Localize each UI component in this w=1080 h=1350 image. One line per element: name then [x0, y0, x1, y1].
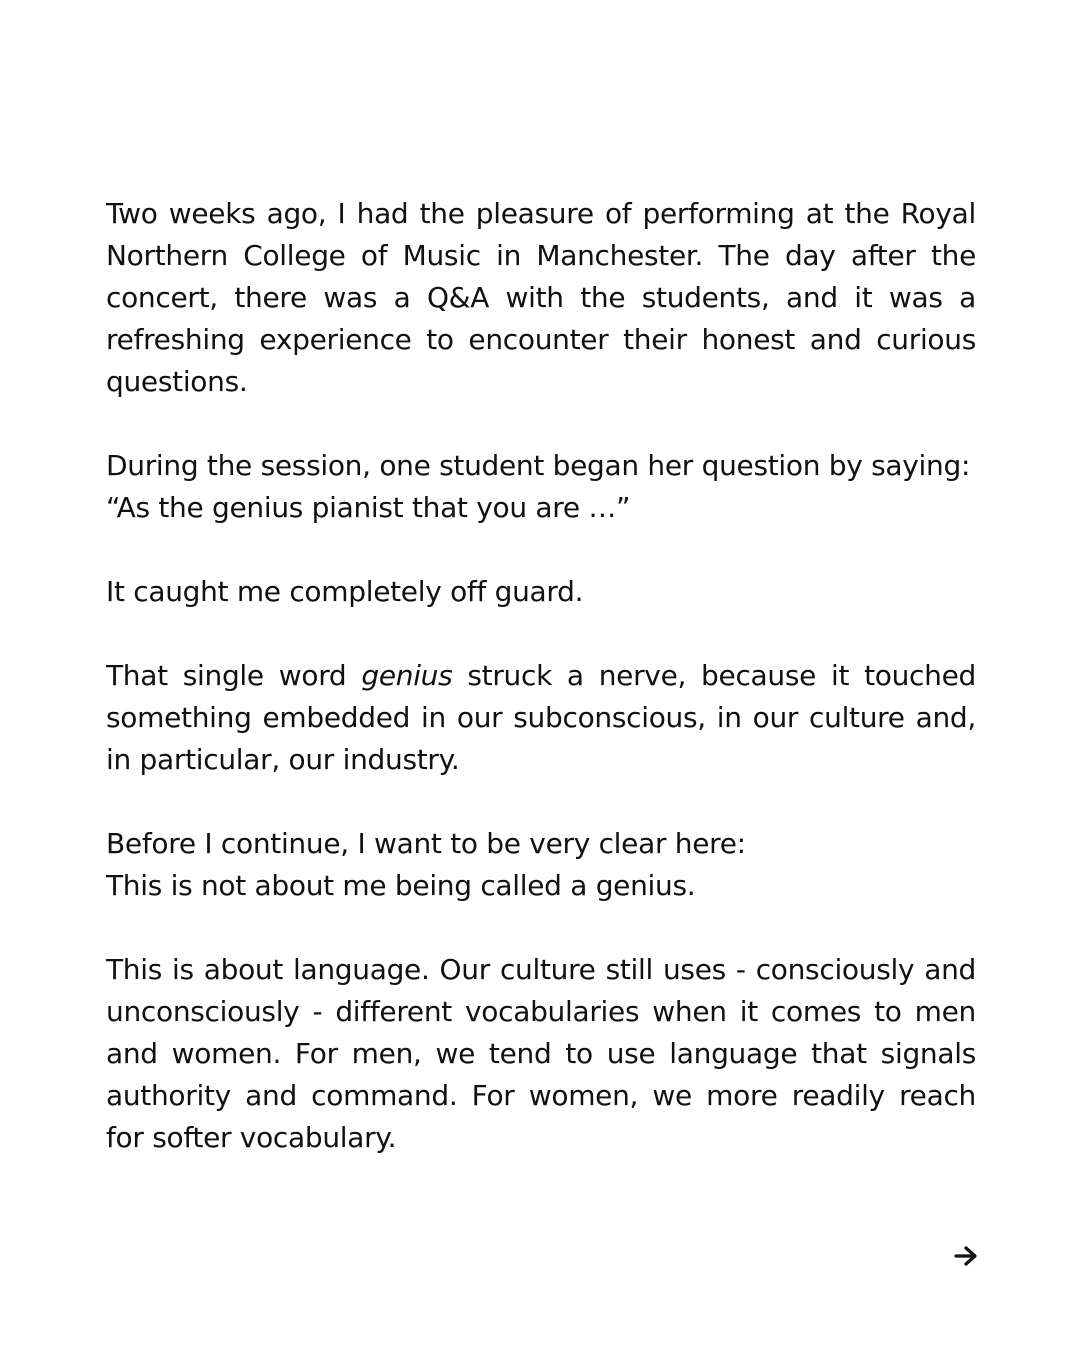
- genius-emphasis: genius: [361, 659, 453, 692]
- paragraph-off-guard: It caught me completely off guard.: [106, 575, 584, 608]
- clarification-line-2: This is not about me being called a genius.: [106, 869, 696, 902]
- paragraph-intro: Two weeks ago, I had the pleasure of performing at the Royal Northern College of Music in Manchester. The day after the concert, there was a Q&A with the students, and it was a refreshing experience to encounter their honest and curious questions.: [106, 197, 976, 398]
- paragraph-genius-word: [106, 655, 976, 781]
- next-arrow-button[interactable]: [950, 1242, 982, 1270]
- clarification-line-1: Before I continue, I want to be very clear here:: [106, 827, 746, 860]
- paragraph-language: This is about language. Our culture still uses - consciously and unconsciously - different vocabularies when it comes to men and women. For men, we tend to use language that signals authority and command. For women, we more readily reach for softer vocabulary.: [106, 953, 976, 1154]
- session-text: During the session, one student began her question by saying:: [106, 449, 971, 482]
- paragraph-session: [106, 445, 976, 529]
- genius-text-before: That single word: [106, 659, 362, 692]
- arrow-right-icon: [950, 1242, 982, 1270]
- post-body: [106, 193, 976, 1201]
- paragraph-clarification: [106, 823, 976, 907]
- genius-text-after: struck a nerve, because it touched something embedded in our subconscious, in our culture and, in particular, our industry.: [106, 659, 977, 776]
- student-quote: “As the genius pianist that you are …”: [106, 491, 631, 524]
